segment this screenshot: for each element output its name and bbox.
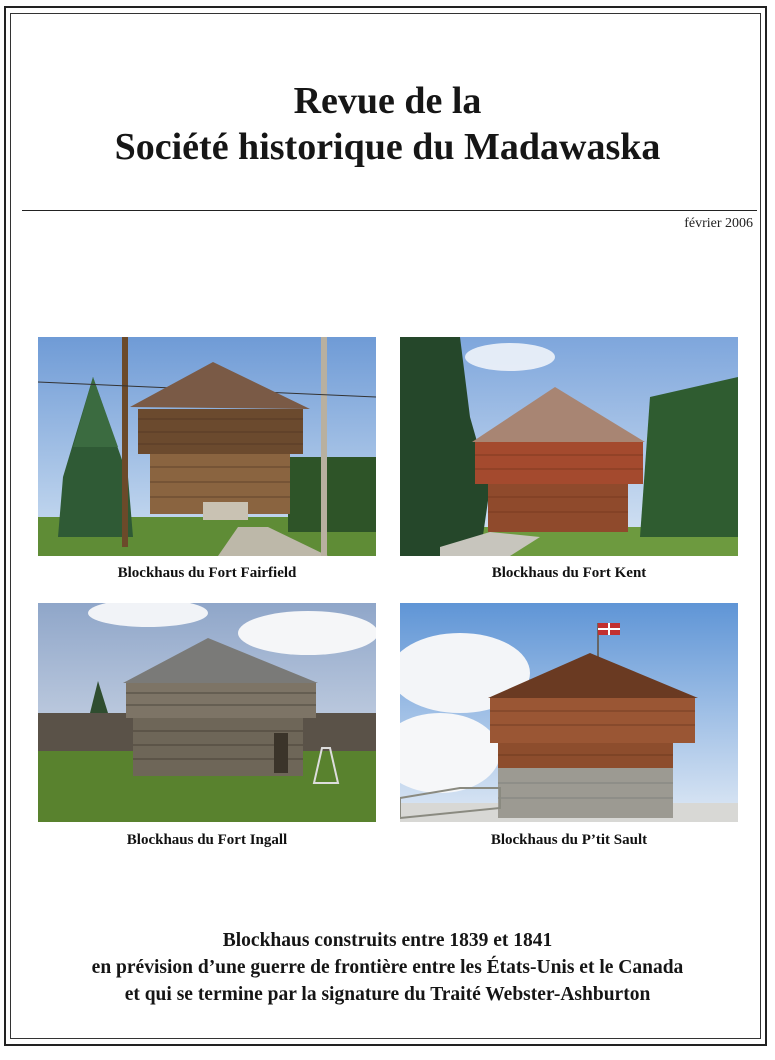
- caption-fort-fairfield: Blockhaus du Fort Fairfield: [117, 565, 297, 581]
- caption-fort-ingall: Blockhaus du Fort Ingall: [126, 832, 288, 848]
- photo-fort-fairfield: [38, 337, 376, 556]
- footer-line-2: en prévision d’une guerre de frontière entre les États-Unis et le Canada: [91, 957, 684, 978]
- title-line-2: Société historique du Madawaska: [114, 126, 661, 168]
- photo-fort-kent: [400, 337, 738, 556]
- caption-ptit-sault: Blockhaus du P’tit Sault: [490, 832, 648, 848]
- issue-date: février 2006: [684, 216, 753, 231]
- photo-fort-ingall: [38, 603, 376, 822]
- page-title: [0, 78, 775, 170]
- title-line-1: Revue de la: [293, 80, 482, 122]
- footer-line-1: Blockhaus construits entre 1839 et 1841: [222, 930, 553, 951]
- title-divider: [22, 210, 757, 211]
- footer-line-3: et qui se termine par la signature du Traité Webster-Ashburton: [124, 984, 651, 1005]
- photo-ptit-sault: [400, 603, 738, 822]
- caption-fort-kent: Blockhaus du Fort Kent: [491, 565, 647, 581]
- footer-description: [0, 927, 775, 1008]
